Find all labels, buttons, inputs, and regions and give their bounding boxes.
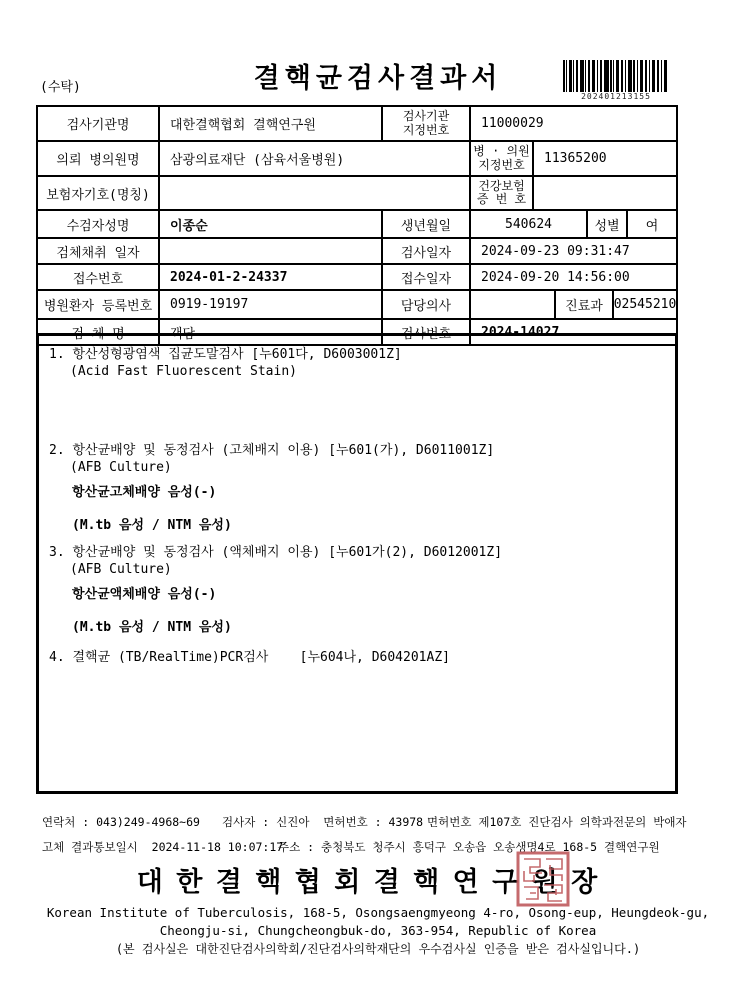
hospital-patient-id-label: 병원환자 등록번호	[38, 291, 160, 318]
institution-code-label-line2: 지정번호	[402, 122, 450, 137]
specimen-name-value: 객담	[160, 320, 383, 344]
hospital-code-value: 11365200	[544, 151, 607, 166]
footer-line-1	[0, 814, 756, 829]
result-3-test-name: 3. 항산균배양 및 동정검사 (액체배지 이용) [누601가(2), D6012001Z]	[49, 545, 503, 560]
insurance-cert-value	[534, 177, 676, 209]
barcode	[563, 60, 669, 101]
result-3-test-name-en: (AFB Culture)	[70, 562, 172, 577]
receipt-date-label: 접수일자	[383, 265, 471, 289]
insurance-cert-label-line1: 건강보험	[478, 178, 525, 193]
footer-line-2	[0, 839, 756, 854]
result-4-test-name: 4. 결핵균 (TB/RealTime)PCR검사 [누604나, D604201AZ]	[49, 650, 450, 665]
receipt-number-value: 2024-01-2-24337	[160, 265, 383, 289]
test-date-label: 검사일자	[383, 239, 471, 263]
hospital-patient-id-value: 0919-19197	[160, 291, 383, 318]
result-3-detail: (M.tb 음성 / NTM 음성)	[72, 620, 232, 635]
result-1-test-name: 1. 항산성형광염색 집균도말검사 [누601다, D6003001Z]	[49, 347, 402, 362]
consignment-label: (수탁)	[40, 80, 81, 95]
contact-phone: 연락처 : 043)249-4968~69	[42, 815, 200, 829]
result-2-detail: (M.tb 음성 / NTM 음성)	[72, 518, 232, 533]
table-row-hospital-patient-id	[38, 291, 676, 320]
table-row-patient	[38, 211, 676, 239]
test-number-value: 2024-14027	[481, 324, 560, 340]
patient-name-label: 수검자성명	[38, 211, 160, 237]
result-3-result: 항산균액체배양 음성(-)	[72, 587, 217, 602]
insurance-cert-label-line2: 증 번 호	[476, 192, 527, 206]
english-address-line-1: Korean Institute of Tuberculosis, 168-5, Osongsaengmyeong 4-ro, Osong-eup, Heungdeok-gu,	[46, 905, 710, 920]
hospital-code-label-line2: 지정번호	[478, 157, 525, 172]
institution-code-value: 11000029	[481, 116, 544, 131]
english-address-line-2: Cheongju-si, Chungcheongbuk-do, 363-954, Republic of Korea	[159, 923, 597, 938]
table-row-insurer	[38, 177, 676, 211]
barcode-image	[563, 60, 667, 92]
test-date-value: 2024-09-23 09:31:47	[481, 243, 630, 259]
accreditation-note: (본 검사실은 대한진단검사의학회/진단검사의학재단의 우수검사실 인증을 받은 검사실입니다.)	[115, 942, 641, 956]
test-number-label: 검사번호	[383, 320, 471, 344]
table-row-collection-date	[38, 239, 676, 265]
table-row-institution	[38, 107, 676, 142]
barcode-number: 202401213155	[581, 92, 651, 101]
patient-name-value: 이종순	[160, 211, 383, 237]
sex-value: 여	[645, 218, 659, 234]
table-row-receipt	[38, 265, 676, 291]
test-results-box	[36, 333, 678, 794]
department-value: 02545210	[614, 297, 676, 312]
result-item-2	[49, 442, 669, 534]
collection-date-label: 검체채취 일자	[38, 239, 160, 263]
collection-date-value	[160, 239, 383, 263]
institution-code-label	[383, 107, 471, 140]
hospital-name-label: 의뢰 병의원명	[38, 142, 160, 175]
organization-signature-title: 대 한 결 핵 협 회 결 핵 연 구 원 장	[136, 867, 600, 898]
birthdate-value: 540624	[471, 211, 588, 237]
department-label: 진료과	[556, 291, 614, 318]
result-2-result: 항산균고체배양 음성(-)	[72, 485, 217, 500]
result-item-3	[49, 544, 669, 636]
hospital-name-value: 삼광의료재단 (삼육서울병원)	[160, 142, 471, 175]
official-seal-stamp	[516, 851, 570, 907]
result-2-test-name: 2. 항산균배양 및 동정검사 (고체배지 이용) [누601(가), D6011001Z]	[49, 443, 495, 458]
doctor-label: 담당의사	[383, 291, 471, 318]
institution-name-label: 검사기관명	[38, 107, 160, 140]
sex-label: 성별	[588, 211, 628, 237]
result-1-test-name-en: (Acid Fast Fluorescent Stain)	[70, 364, 297, 379]
receipt-date-value: 2024-09-20 14:56:00	[481, 269, 630, 285]
solid-report-datetime: 고체 결과통보일시 2024-11-18 10:07:17	[42, 840, 284, 854]
patient-info-table	[36, 105, 678, 346]
insurer-label: 보험자기호(명칭)	[38, 177, 160, 209]
birthdate-label: 생년월일	[383, 211, 471, 237]
insurance-cert-label	[471, 177, 534, 209]
institution-code-label-line1: 검사기관	[402, 109, 450, 124]
hospital-code-label-line1: 병 · 의원	[473, 144, 530, 159]
examiner-info: 검사자 : 신진아 면허번호 : 43978	[222, 815, 424, 829]
receipt-number-label: 접수번호	[38, 265, 160, 289]
result-item-4	[49, 649, 669, 666]
result-2-test-name-en: (AFB Culture)	[70, 460, 172, 475]
specimen-name-label: 검 체 명	[38, 320, 160, 344]
institute-address: 주소 : 충청북도 청주시 흥덕구 오송읍 오송생명4로 168-5 결핵연구원	[278, 840, 660, 854]
hospital-code-label	[471, 142, 534, 175]
specialist-info: 면허번호 제107호 진단검사 의학과전문의 박애자	[427, 815, 687, 829]
document-title: 결핵균검사결과서	[253, 63, 503, 94]
table-row-requesting-hospital	[38, 142, 676, 177]
doctor-value	[471, 291, 556, 318]
result-item-1	[49, 346, 669, 380]
institution-name-value: 대한결핵협회 결핵연구원	[160, 107, 383, 140]
insurer-value	[160, 177, 471, 209]
